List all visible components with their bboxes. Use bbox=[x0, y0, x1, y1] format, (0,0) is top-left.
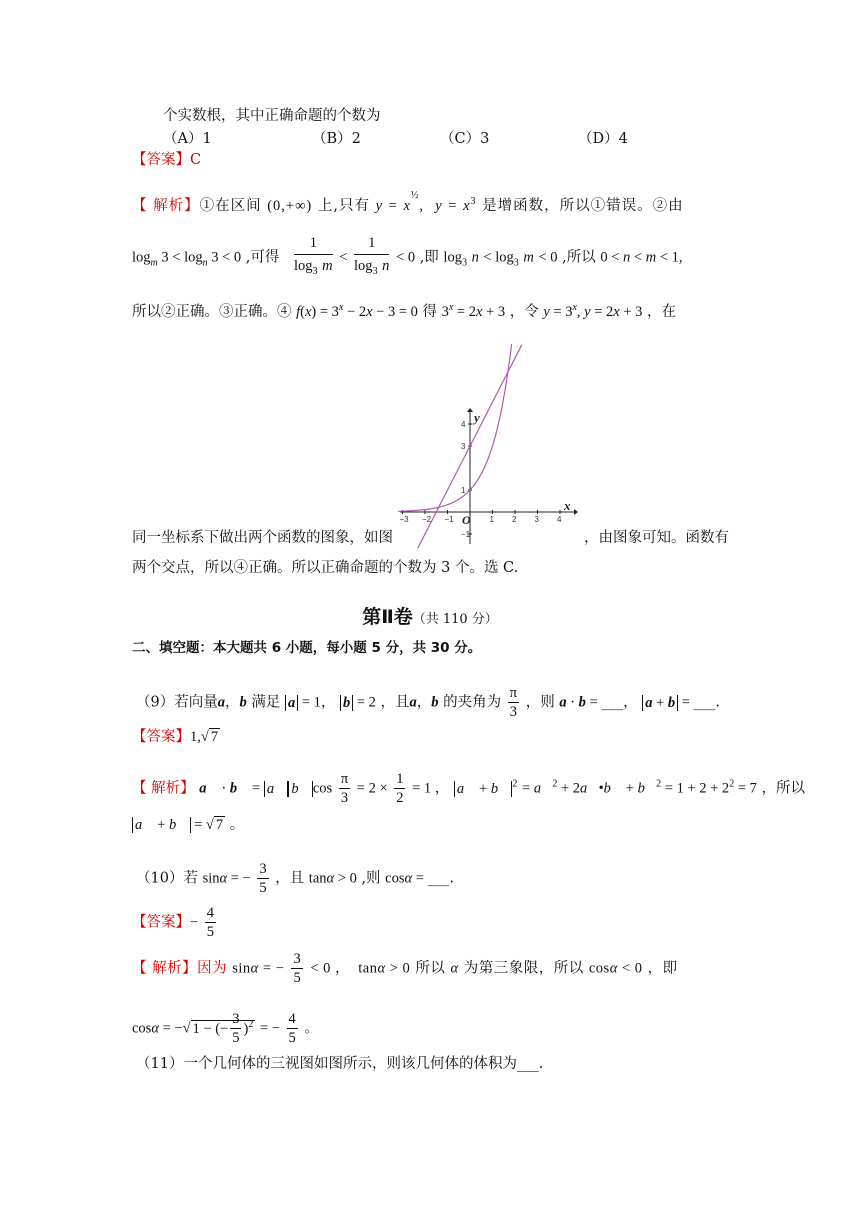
y-tick-label: 4 bbox=[461, 420, 466, 429]
x-tick-label: 3 bbox=[534, 515, 539, 524]
q11-stem: （11）一个几何体的三视图如图所示，则该几何体的体积为___. bbox=[136, 1056, 544, 1072]
y-tick-label: 3 bbox=[461, 442, 466, 451]
x-axis-label: x bbox=[564, 498, 571, 513]
section-title-main: 第Ⅱ卷 bbox=[362, 606, 413, 628]
q9-answer: 【答案】1,√ 7 bbox=[132, 729, 219, 745]
q8-analysis-line4a: 同一坐标系下做出两个函数的图象，如图 bbox=[132, 530, 393, 546]
q8-option-a: （A）1 bbox=[163, 131, 212, 147]
q8-analysis-line2: $\log_m 3 < \log_n 3 < 0$ ,可得 $\frac{1}{\log_3 m}$ < $\frac{1}{\log_3 n}$ < 0 ,即 $\log_3 n < \log_3 m < 0$ ,所以 0 < n < m < 1, bbox=[132, 232, 683, 283]
curve-exponential bbox=[398, 344, 512, 511]
q10-answer: 【答案】− $\frac{4}{5}$ bbox=[132, 905, 215, 940]
q8-analysis-line3: 所以②正确。③正确。④ $f(x) = 3^x - 2x - 3 = 0$ 得 $3^x = 2x + 3$ ，令 $y = 3^x$, y = 2x + 3 ，在 bbox=[132, 302, 677, 320]
q8-answer bbox=[132, 150, 201, 170]
q9-stem: （9）若向量a，b 满足 a = 1， b = 2 ，且a，b 的夹角为 $\frac{\pi}{3}$ ，则 a · b = ___， a + b = ___. bbox=[136, 685, 720, 720]
answer-label: 【答案】 bbox=[132, 152, 190, 168]
q8-continuation: 个实数根，其中正确命题的个数为 bbox=[163, 108, 381, 124]
q10-analysis-line2: cosα = −√ 1 − (− $\frac{3}{5}$ )$^2$ = − $\frac{4}{5}$ 。 bbox=[132, 1011, 319, 1046]
y-axis-arrow bbox=[467, 408, 473, 412]
q8-analysis-line4b: ，由图象可知。函数有 bbox=[584, 530, 729, 546]
q8-option-b: （B）2 bbox=[312, 131, 361, 147]
part2-header: 二、填空题：本大题共 6 小题，每小题 5 分，共 30 分。 bbox=[132, 640, 482, 656]
y-tick-label: −1 bbox=[461, 530, 471, 539]
origin-label: O bbox=[462, 513, 471, 527]
q8-analysis-line5: 两个交点，所以④正确。所以正确命题的个数为 3 个。选 C. bbox=[132, 560, 519, 576]
x-tick-label: 2 bbox=[512, 515, 517, 524]
y-axis-label: y bbox=[474, 410, 480, 425]
section-title-sub: （共 110 分） bbox=[412, 612, 498, 627]
x-tick-label: 4 bbox=[557, 515, 562, 524]
function-graph bbox=[398, 338, 578, 548]
q9-analysis-line2: a⃗ + b⃗ = √ 7 。 bbox=[132, 815, 244, 835]
x-tick-label: −1 bbox=[444, 515, 454, 524]
x-tick-label: 1 bbox=[489, 515, 494, 524]
y-tick-label: 1 bbox=[461, 486, 466, 495]
section-title bbox=[0, 602, 860, 629]
analysis-label: 【 解析】 bbox=[132, 197, 200, 214]
x-axis-arrow bbox=[574, 509, 578, 515]
q8-option-d: （D）4 bbox=[578, 131, 628, 147]
q9-analysis-line1: 【 解析】 a⃗ · b⃗ = a⃗ b⃗ cos $\frac{\pi}{3}$ = 2 × $\frac{1}{2}$ = 1 ， a⃗ + b⃗ $^2$ = a⃗$^2$ + 2a⃗•b⃗ + b⃗$^2$ = $1 + 2 + 2^2 = 7$ ，所以 bbox=[132, 771, 805, 806]
q8-analysis-line1: 【 解析】①在区间 (0,+∞) 上,只有 $y = x^{\frac{1}{2}}$, $y = x^3$ 是增函数，所以①错误。②由 bbox=[132, 190, 684, 214]
x-tick-label: −2 bbox=[422, 515, 432, 524]
q10-stem: （10）若 sinα = − $\frac{3}{5}$ ，且 tanα > 0 ,则 cosα = ___. bbox=[136, 861, 454, 896]
q8-option-c: （C）3 bbox=[440, 131, 490, 147]
answer-value: C bbox=[190, 152, 202, 168]
q10-analysis-line1: 【 解析】因为 sinα = − $\frac{3}{5}$ < 0 ， tanα > 0 所以 α 为第三象限，所以 cosα < 0 ，即 bbox=[132, 951, 678, 986]
x-tick-label: −3 bbox=[399, 515, 409, 524]
